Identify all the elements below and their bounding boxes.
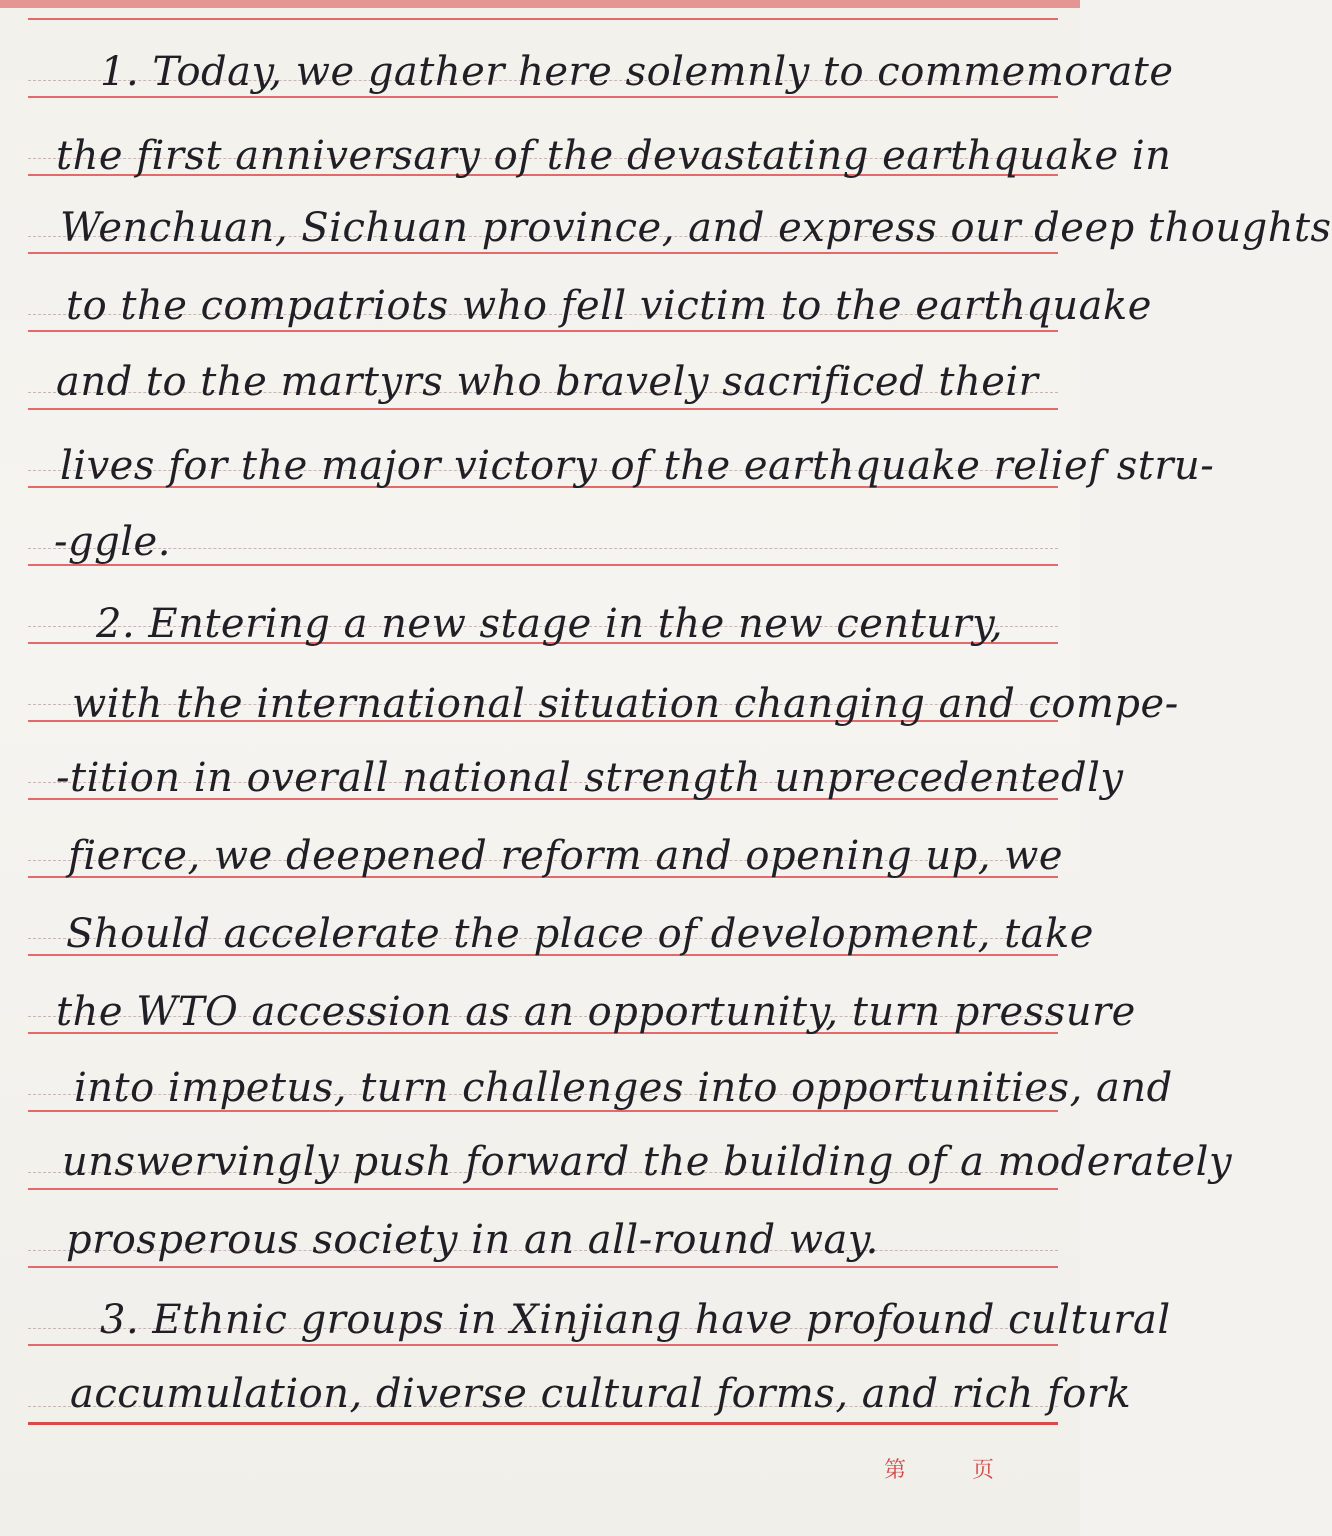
handwritten-line: fierce, we deepened reform and opening up, we xyxy=(68,833,1064,879)
handwritten-line: the first anniversary of the devastating earthquake in xyxy=(56,133,1172,179)
handwritten-line: -tition in overall national strength unprecedentedly xyxy=(56,755,1124,801)
red-rule-line xyxy=(28,408,1058,410)
handwritten-line: Wenchuan, Sichuan province, and express our deep thoughts xyxy=(60,205,1332,251)
page-footer xyxy=(884,1452,994,1484)
red-rule-line xyxy=(28,1344,1058,1346)
handwritten-line: to the compatriots who fell victim to the earthquake xyxy=(66,283,1152,329)
red-rule-line xyxy=(28,1266,1058,1268)
red-rule-line xyxy=(28,330,1058,332)
red-rule-line xyxy=(28,1188,1058,1190)
handwritten-line: 3. Ethnic groups in Xinjiang have profound cultural xyxy=(100,1297,1171,1343)
handwritten-line: and to the martyrs who bravely sacrificed their xyxy=(56,359,1039,405)
handwritten-line: into impetus, turn challenges into opportunities, and xyxy=(74,1065,1173,1111)
handwritten-line: accumulation, diverse cultural forms, and rich fork xyxy=(70,1371,1132,1417)
red-rule-line xyxy=(28,252,1058,254)
handwritten-line: lives for the major victory of the earthquake relief stru- xyxy=(60,443,1215,489)
red-rule-line xyxy=(28,18,1058,20)
page-top-border xyxy=(0,0,1080,8)
handwritten-line: 2. Entering a new stage in the new century, xyxy=(96,601,1004,647)
dotted-guide-line xyxy=(28,548,1058,549)
handwritten-line: with the international situation changing and compe- xyxy=(72,681,1179,727)
handwritten-line: 1. Today, we gather here solemnly to commemorate xyxy=(100,49,1174,95)
footer-page-left-label: 第 xyxy=(884,1457,907,1483)
footer-page-right-label: 页 xyxy=(971,1457,994,1483)
handwritten-line: -ggle. xyxy=(54,519,171,565)
handwritten-line: Should accelerate the place of development, take xyxy=(66,911,1094,957)
red-rule-line xyxy=(28,96,1058,98)
red-rule-line xyxy=(28,1422,1058,1425)
handwritten-line: prosperous society in an all-round way. xyxy=(66,1217,879,1263)
handwritten-line: unswervingly push forward the building of a moderately xyxy=(62,1139,1233,1185)
handwritten-line: the WTO accession as an opportunity, turn pressure xyxy=(56,989,1136,1035)
red-rule-line xyxy=(28,564,1058,566)
